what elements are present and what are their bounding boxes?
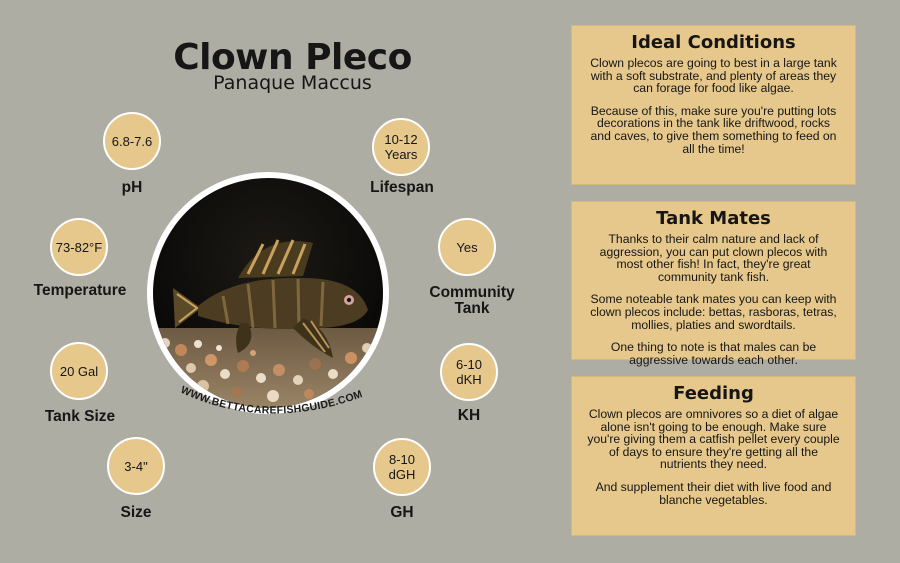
tank-mates-title: Tank Mates <box>656 208 771 229</box>
feeding-title: Feeding <box>673 383 754 404</box>
lifespan-label: Lifespan <box>370 179 434 196</box>
website-url-arc <box>170 310 410 440</box>
gh-label: GH <box>390 504 414 521</box>
feeding-card <box>571 376 856 536</box>
tank-mates-card <box>571 201 856 367</box>
temperature-badge: 73-82°F <box>50 218 108 276</box>
feeding-text-2: And supplement their diet with live food and blanche vegetables. <box>595 479 832 507</box>
svg-text:WWW.BETTACAREFISHGUIDE.COM <box>179 384 364 417</box>
ph-badge: 6.8-7.6 <box>103 112 161 170</box>
page-subtitle: Panaque Maccus <box>213 72 372 94</box>
feeding-text-1: Clown plecos are omnivores so a diet of algae alone isn't going to be enough. Make sure you're giving them a catfish pellet every couple of days to ensure they're getting all the nutrients they need. <box>587 407 840 472</box>
website-url: WWW.BETTACAREFISHGUIDE.COM <box>178 383 365 417</box>
temperature-label: Temperature <box>33 282 127 299</box>
tank-mates-text-3: One thing to note is that males can be aggressive towards each other. <box>610 340 817 367</box>
ideal-conditions-text-1: Clown plecos are going to best in a large tank with a soft substrate, and plenty of areas they can forage for food like algae. <box>590 56 837 96</box>
tank-mates-text-1: Thanks to their calm nature and lack of aggression, you can put clown plecos with most other fish! In fact, they're great community tank fish. <box>599 232 828 284</box>
community-badge: Yes <box>438 218 496 276</box>
lifespan-badge: 10-12 Years <box>372 118 430 176</box>
tank-size-badge: 20 Gal <box>50 342 108 400</box>
page-title: Clown Pleco <box>173 37 412 78</box>
kh-badge: 6-10 dKH <box>440 343 498 401</box>
tank-size-label: Tank Size <box>44 408 116 425</box>
community-label: Community Tank <box>429 284 515 317</box>
ph-label: pH <box>121 179 143 196</box>
gh-badge: 8-10 dGH <box>373 438 431 496</box>
ideal-conditions-text-2: Because of this, make sure you're putting lots decorations in the tank like driftwood, rocks and caves, to give them something to feed on all the time! <box>590 103 837 156</box>
tank-mates-text-2: Some noteable tank mates you can keep with clown plecos include: bettas, rasboras, tetras, mollies, platies and swordtails. <box>590 292 837 332</box>
size-label: Size <box>120 504 152 521</box>
size-badge: 3-4" <box>107 437 165 495</box>
kh-label: KH <box>457 407 481 424</box>
ideal-conditions-title: Ideal Conditions <box>631 32 796 53</box>
ideal-conditions-card <box>571 25 856 185</box>
